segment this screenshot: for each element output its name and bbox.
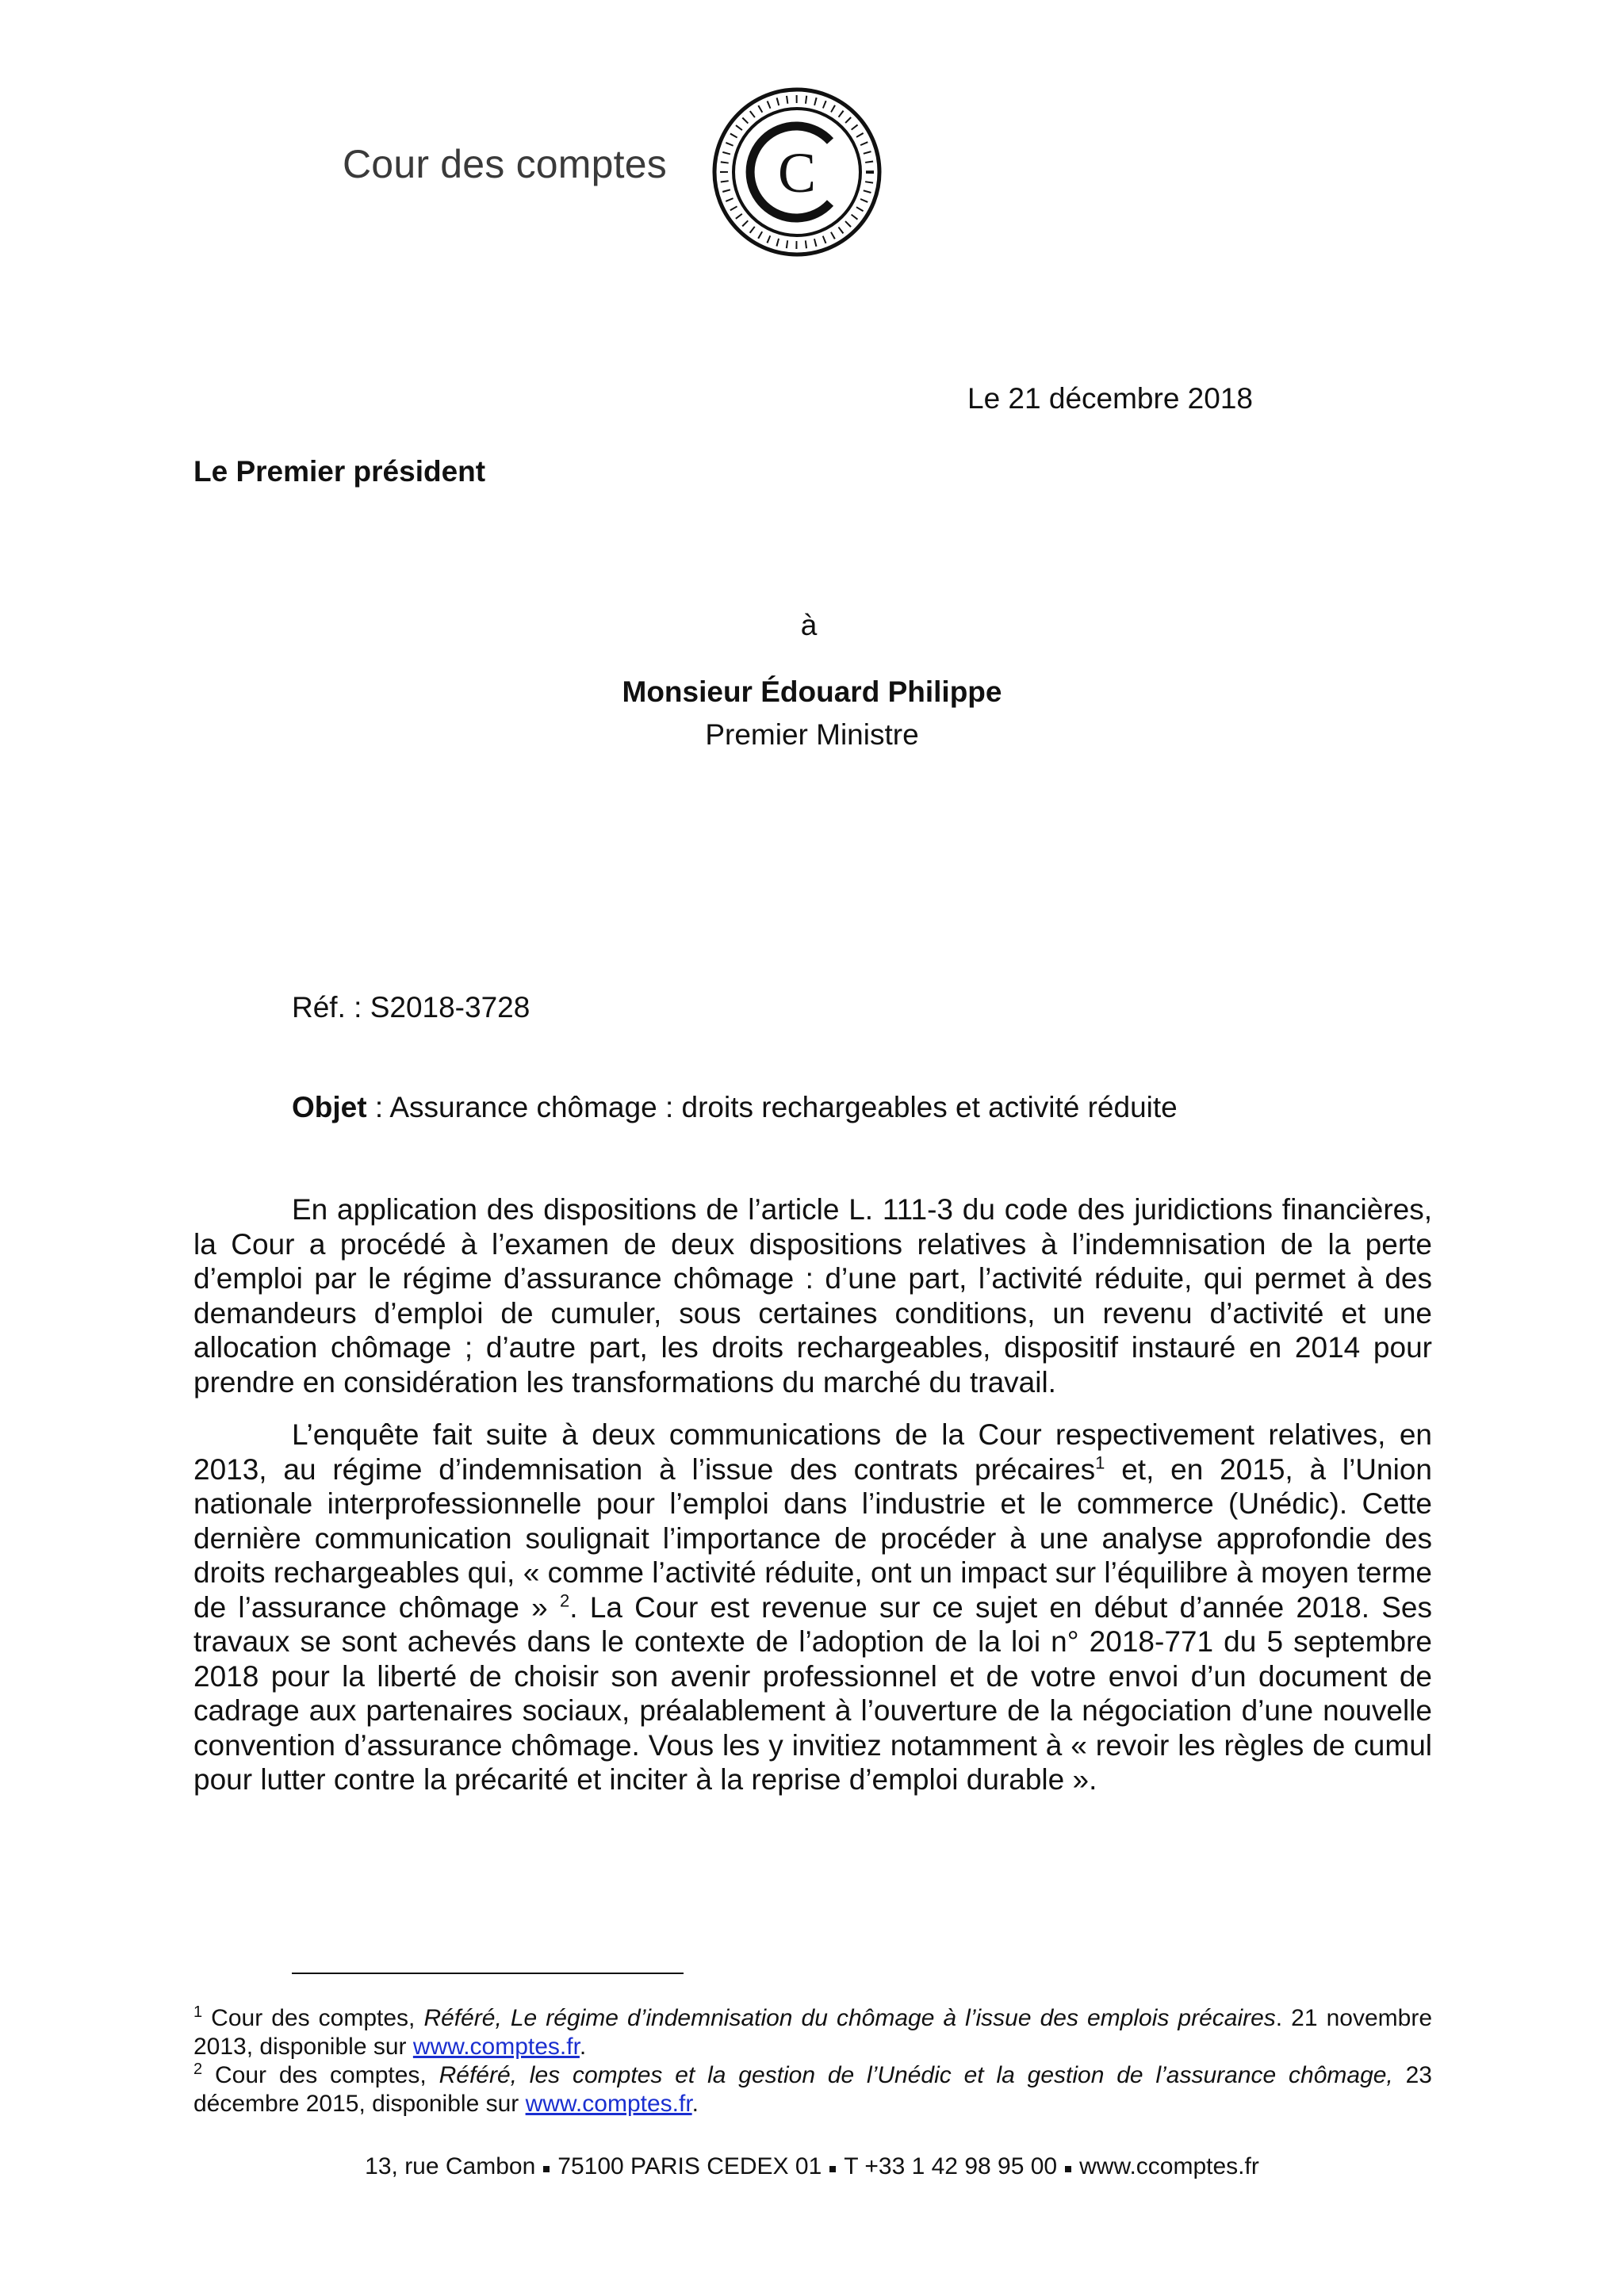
body-paragraph-2 xyxy=(193,1418,1432,1797)
letter-date: Le 21 décembre 2018 xyxy=(967,382,1253,415)
footnote-2-prefix: Cour des comptes, xyxy=(202,2062,439,2088)
body-paragraph-1 xyxy=(193,1192,1432,1399)
footnote-1-prefix: Cour des comptes, xyxy=(202,2005,424,2031)
paragraph-2-text-b: et, en 2015, à l’Union nationale interprofessionnelle pour l’emploi dans l’industrie et le commerce (Unédic). Cette dernière communication soulignait l’importance de procéder à une analyse approfondie des droits rechargeables qui, « comme l’activité réduite, ont un impact sur l’équilibre à moyen terme de l’assurance chômage » xyxy=(193,1452,1432,1624)
footnote-2 xyxy=(193,2061,1432,2118)
paragraph-2-text-c: . La Cour est revenue sur ce sujet en début d’année 2018. Ses travaux se sont achevés dans le contexte de l’adoption de la loi n° 2018-771 du 5 septembre 2018 pour la liberté de choisir son avenir professionnel et de votre envoi d’un document de cadrage aux partenaires sociaux, préalablement à l’ouverture de la négociation d’une nouvelle convention d’assurance chômage. Vous les y invitiez notamment à « revoir les règles de cumul pour lutter contre la précarité et inciter à la reprise d’emploi durable ». xyxy=(193,1590,1432,1796)
footnote-2-title: Référé, les comptes et la gestion de l’Unédic et la gestion de l’assurance chômage, xyxy=(439,2062,1393,2088)
footnote-1-suffix: . 21 novembre 2013, disponible sur xyxy=(193,2005,1433,2060)
footnote-1-end: . xyxy=(579,2034,587,2060)
footnote-ref-2[interactable]: 2 xyxy=(559,1590,570,1611)
footer-phone: T +33 1 42 98 95 00 xyxy=(844,2153,1058,2179)
sender-title: Le Premier président xyxy=(193,455,486,488)
recipient-preposition: à xyxy=(800,609,818,641)
footnote-2-suffix: 23 décembre 2015, disponible sur xyxy=(193,2062,1432,2117)
object-text: : Assurance chômage : droits rechargeables et activité réduite xyxy=(366,1091,1178,1123)
footnote-1-title: Référé, Le régime d’indemnisation du chômage à l’issue des emplois précaires xyxy=(423,2005,1276,2031)
separator-square-icon xyxy=(829,2166,836,2172)
footnote-2-number: 2 xyxy=(193,2061,203,2078)
footnote-separator xyxy=(292,1973,684,1974)
footnote-2-end: . xyxy=(691,2091,699,2117)
cour-des-comptes-seal-logo xyxy=(710,86,883,258)
footer-city: 75100 PARIS CEDEX 01 xyxy=(557,2153,822,2179)
footer-street: 13, rue Cambon xyxy=(365,2153,536,2179)
footer-address xyxy=(0,2153,1624,2180)
paragraph-2-text-a: L’enquête fait suite à deux communications de la Cour respectivement relatives, en 2013, au régime d’indemnisation à l’issue des contrats précaires xyxy=(193,1418,1432,1486)
footnote-1-number: 1 xyxy=(193,2003,203,2021)
institution-name: Cour des comptes xyxy=(343,142,667,186)
footer-website[interactable]: www.ccomptes.fr xyxy=(1079,2153,1259,2179)
footnote-2-link[interactable]: www.comptes.fr xyxy=(525,2091,692,2117)
reference: Réf. : S2018-3728 xyxy=(292,991,530,1024)
recipient-title: Premier Ministre xyxy=(705,718,919,751)
footnote-1-link[interactable]: www.comptes.fr xyxy=(412,2034,580,2060)
separator-square-icon xyxy=(543,2166,550,2172)
paragraph-1-text: En application des dispositions de l’article L. 111-3 du code des juridictions financières, la Cour a procédé à l’examen de deux dispositions relatives à l’indemnisation de la perte d’emploi par le régime d’assurance chômage : d’une part, l’activité réduite, qui permet à des demandeurs d’emploi de cumuler, sous certaines conditions, un revenu d’activité et une allocation chômage ; d’autre part, les droits rechargeables, dispositif instauré en 2014 pour prendre en considération les transformations du marché du travail. xyxy=(193,1193,1432,1399)
footnote-ref-1[interactable]: 1 xyxy=(1095,1452,1105,1473)
object-line xyxy=(292,1091,1178,1124)
recipient-name: Monsieur Édouard Philippe xyxy=(622,675,1002,708)
seal-letter: C xyxy=(777,141,817,205)
footnote-1 xyxy=(193,2004,1432,2061)
separator-square-icon xyxy=(1065,2166,1071,2172)
object-label: Objet xyxy=(292,1091,367,1123)
